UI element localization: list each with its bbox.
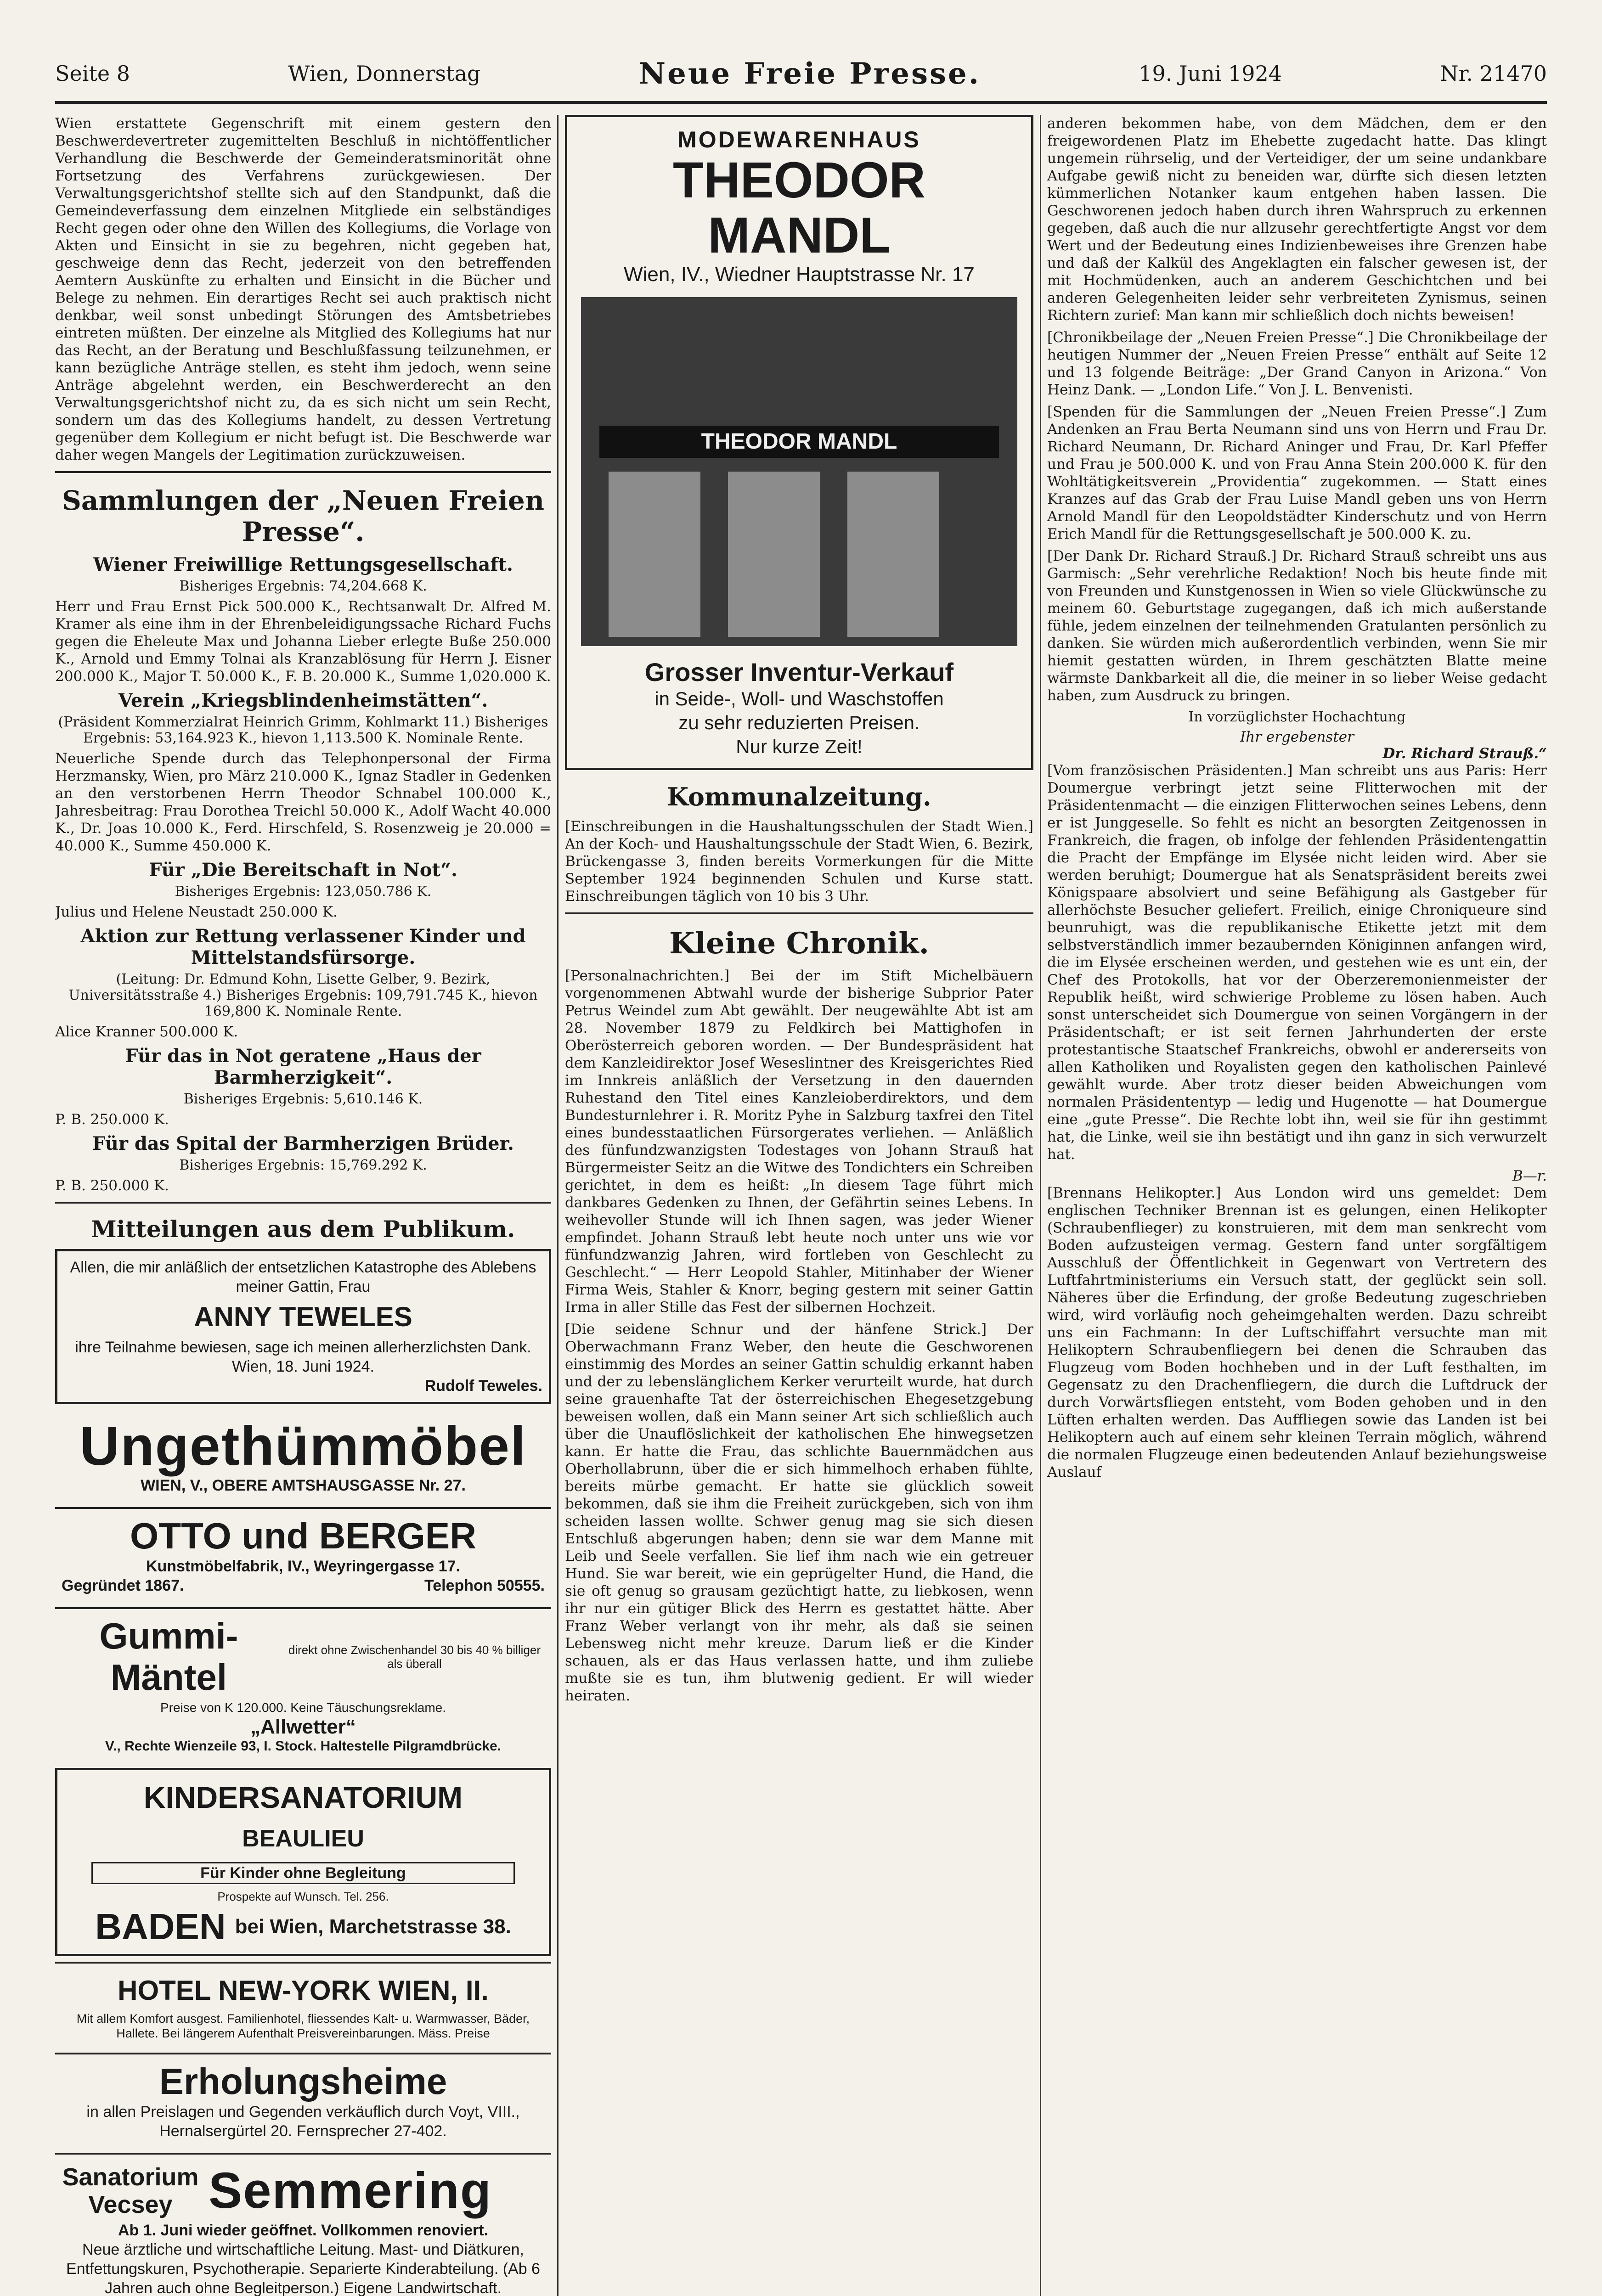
ad-title: Ungethümmöbel <box>79 1415 527 1477</box>
collection-head: Für das in Not geratene „Haus der Barmherzigkeit“. <box>125 1045 481 1088</box>
ad-prices: Preise von K 120.000. Keine Täuschungsreklame. <box>160 1700 446 1715</box>
ad-title: HOTEL NEW-YORK WIEN, II. <box>118 1975 489 2006</box>
ad-title: Gummi-Mäntel <box>99 1615 238 1698</box>
collection-sub: Bisheriges Ergebnis: 15,769.292 K. <box>179 1157 427 1173</box>
issue-number: Nr. 21470 <box>1440 61 1547 86</box>
article-text: [Einschreibungen in die Haushaltungsschulen der Stadt Wien.] An der Koch- und Haushaltungsschule der Stadt Wien, 6. Bezirk, Brückengasse 3, finden bereits Vormerkungen für die Mitte September 1924 beginnenden Schulen und Kurse statt. Einschreibungen täglich von 10 bis 3 Uhr. <box>565 818 1033 905</box>
ad-teweles <box>55 1249 551 1404</box>
section-title-publikum: Mitteilungen aus dem Publikum. <box>91 1216 515 1243</box>
ad-place: BADEN <box>95 1906 226 1947</box>
ad-line: Nur kurze Zeit! <box>736 736 863 757</box>
ad-footer <box>62 1576 545 1595</box>
article-text: [Der Dank Dr. Richard Strauß.] Dr. Richard Strauß schreibt uns aus Garmisch: „Sehr verehrliche Redaktion! Noch bis heute finde mit von Freunden und Kunstgenossen in Wien so viele Glückwünsche zu meinem 60. Geburtstage zugegangen, daß ich mich außerstande fühle, jedem einzelnen der teilnehmenden Gratulanten persönlich zu danken. Sie würden mich außerordentlich verbinden, wenn Sie mir hiemit gestatten würden, in Ihrem geschätzten Blatte meine wärmste Dankbarkeit all die, die meiner in so lieber Weise gedacht haben, zum Ausdruck zu bringen. <box>1047 548 1547 704</box>
collection-text: Alice Kranner 500.000 K. <box>55 1024 238 1040</box>
ad-body: ihre Teilnahme bewiesen, sage ich meinen allerherzlichsten Dank. <box>75 1339 531 1356</box>
ad-phone: Telephon 50555. <box>424 1577 545 1594</box>
ad-address: bei Wien, Marchetstrasse 38. <box>235 1915 511 1938</box>
article-text: anderen bekommen habe, von dem Mädchen, dem er den freigewordenen Platz im Ehebette zugedacht hatte. Das klingt ungemein rührselig, und der Verteidiger, der um seine undankbare Aufgabe gewiß nicht zu beneiden war, dürfte sich diesen letzten kümmerlichen Notanker kaum entgehen haben lassen. Die Geschworenen jedoch haben durch ihren Wahrspruch zu erkennen gegeben, daß auch die nur allzusehr gerechtfertigte Angst vor dem Wert und der Bedeutung eines Indizienbeweises ihre Grenzen habe und daß der Kalkül des Angeklagten ein falscher gewesen ist, der mit Hochmüdenken, auch an anderem Geschichtchen und bei anderen Gelegenheiten leider sehr verbreiteten Zynismus, seinen Richtern zurief: Man kann mir schließlich doch nichts beweisen! <box>1047 115 1547 324</box>
column-rule <box>1040 115 1041 2296</box>
ad-title-1: Sanatorium Vecsey <box>62 2163 199 2218</box>
article-text: [Vom französischen Präsidenten.] Man schreibt uns aus Paris: Herr Doumergue verbringt jetzt seine Flitterwochen mit der Präsidentenmacht — die einzigen Flitterwochen seines Lebens, denn er ist Junggeselle. So fehlt es nicht an besorgten Zeitgenossen in Frankreich, die fragen, ob infolge der fehlenden Präsidentengattin die Pracht der Empfänge im Elysée nicht leiden wird. Aber sie werden beruhigt; Doumergue hat als Senatspräsident bereits zwei Königspaare absolviert und seine Befähigung als Gastgeber für allerhöchste Besucher geliefert. Freilich, einige Chroniqueure sind beunruhigt, was die republikanische Etikette jetzt mit dem selbstverständlich immer bezaubernden Königinnen anfangen wird, die im Elysée erscheinen werden, und gestehen wie es unt ein, der Chef des Protokolls, hat vor der Oberzeremonienmeister der Republik heißt, wird schwierige Probleme zu lösen haben. Auch sonst unterscheidet sich Doumergue von seinen Vorgängern in der Präsidentschaft; er ist seit fernen Jahrhunderten der erste protestantische Staatschef Frankreichs, obwohl er andererseits von allen Katholiken und Royalisten gegen den katholischen Painlevé gewählt wurde. Aber trotz dieser beiden Abweichungen vom normalen Präsidententyp — ledig und Hugenotte — hat Doumergue eine „gute Presse“. Die Rechte lobt ihn, weil sie für ihn gestimmt hat, die Linke, weil sie ihn bestätigt und ihn ganz in sich verwurzelt hat. <box>1047 762 1547 1163</box>
letter-signature: Dr. Richard Strauß.“ <box>1382 745 1547 762</box>
article-signoff: B—r. <box>1512 1168 1547 1184</box>
ad-name: ANNY TEWELES <box>194 1301 412 1332</box>
date: 19. Juni 1924 <box>1139 61 1282 86</box>
section-title-sammlungen: Sammlungen der „Neuen Freien Presse“. <box>62 485 545 547</box>
collection-head: Aktion zur Rettung verlassener Kinder und Mittelstandsfürsorge. <box>80 925 526 968</box>
collection-sub: Bisheriges Ergebnis: 74,204.668 K. <box>179 578 427 594</box>
ad-note: Prospekte auf Wunsch. Tel. 256. <box>217 1890 389 1903</box>
ad-title: OTTO und BERGER <box>130 1515 477 1556</box>
ad-address: Wien, IV., Wiedner Hauptstrasse Nr. 17 <box>624 263 975 286</box>
article-text: Wien erstattete Gegenschrift mit einem gestern den Beschwerdevertreter zugemittelten Beschluß in nichtöffentlicher Verhandlung die Beschwerde der Gemeinderatsminorität ohne Fortsetzung des Verfahrens zurückgewiesen. Der Verwaltungsgerichtshof stellte sich auf den Standpunkt, daß die Gemeindeverfassung dem einzelnen Mitgliede ein selbständiges Recht gegen oder ohne den Willen des Kollegiums, die Vorlage von Akten und Einsicht in sie zu begehren, nicht gegeben hat, geschweige denn das Recht, jederzeit von den betreffenden Aemtern Auskünfte zu erhalten und Einsicht in die Bücher und Belege zu nehmen. Ein derartiges Recht sei auch praktisch nicht denkbar, weil sonst unbedingt Störungen des Amtsbetriebes eintreten müßten. Der einzelne als Mitglied des Kollegiums hat nur das Recht, an der Beratung und Beschlußfassung teilzunehmen, er kann bezügliche Anträge stellen, es steht ihm jedoch, wenn seine Anträge abgelehnt werden, ein Beschwerderecht an den Verwaltungsgerichtshof nicht zu, da es sich nicht um sein Recht, sondern um das des Kollegiums handelt, zu dessen Vertretung gegenüber dem Kollegium er nicht befugt ist. Die Beschwerde war daher wegen Mangels der Legitimation zurückzuweisen. <box>55 115 551 463</box>
storefront-sign: THEODOR MANDL <box>599 426 999 458</box>
section-title-kommunal: Kommunalzeitung. <box>667 782 931 811</box>
collection-text: Neuerliche Spende durch das Telephonpersonal der Firma Herzmansky, Wien, pro März 210.000 K., Ignaz Stadler in Gedenken an den verstorbenen Herrn Theodor Schnabel 100.000 K., Jahresbeitrag: Frau Dorothea Treichl 50.000 K., Adolf Wacht 40.000 K., Dr. Joas 10.000 K., Ferd. Hirschfeld, S. Rosenzweig je 20.000 = 40.000 K., Summe 450.000 K. <box>55 750 551 854</box>
ad-text: Neue ärztliche und wirtschaftliche Leitung. Mast- und Diätkuren, Entfettungskuren, Psychotherapie. Separierte Kinderabteilung. (Ab 6 Jahren auch ohne Begleitperson.) Eigene Landwirtschaft. <box>66 2241 540 2296</box>
ad-theodor-mandl <box>565 115 1033 770</box>
page-header <box>55 46 1547 104</box>
column-rule <box>557 115 558 2296</box>
dateline: Wien, Donnerstag <box>288 61 481 86</box>
ad-founded: Gegründet 1867. <box>62 1577 184 1594</box>
storefront-illustration <box>581 297 1017 646</box>
article-text: [Spenden für die Sammlungen der „Neuen Freien Presse“.] Zum Andenken an Frau Berta Neumann sind uns von Herrn und Frau Dr. Richard Neumann, Dr. Richard Aninger und Frau, Dr. Karl Pfeffer und Frau je 500.000 K. und von Frau Anna Stein 200.000 K. für den Wohltätigkeitsverein „Providentia“ zugekommen. — Statt eines Kranzes auf das Grab der Frau Luise Mandl geben uns von Herrn Arnold Mandl für den Leopoldstädter Kinderschutz und von Herrn Erich Mandl für die Rettungsgesellschaft je 500.000 K. zu. <box>1047 404 1547 542</box>
ad-gummi <box>55 1607 551 1762</box>
collection-head: Für „Die Bereitschaft in Not“. <box>149 859 457 881</box>
shop-window <box>728 472 820 637</box>
collection-sub: Bisheriges Ergebnis: 123,050.786 K. <box>175 884 432 900</box>
collection-text: Julius und Helene Neustadt 250.000 K. <box>55 904 338 920</box>
ad-tag: Für Kinder ohne Begleitung <box>91 1862 515 1884</box>
collection-entry <box>55 1045 551 1128</box>
collection-entry <box>55 859 551 921</box>
collection-head: Für das Spital der Barmherzigen Brüder. <box>92 1133 514 1154</box>
column-3 <box>1047 115 1547 2296</box>
page-number: Seite 8 <box>55 61 130 86</box>
ad-address: V., Rechte Wienzeile 93, I. Stock. Haltestelle Pilgramdbrücke. <box>105 1739 502 1754</box>
collection-sub: Bisheriges Ergebnis: 5,610.146 K. <box>183 1091 423 1107</box>
ad-kicker: MODEWARENHAUS <box>677 127 921 152</box>
article-text: [Brennans Helikopter.] Aus London wird uns gemeldet: Dem englischen Techniker Brennan ist es gelungen, einen Helikopter (Schraubenflieger) zu konstruieren, mit dem man senkrecht vom Boden aufzusteigen vermag. Gestern fand unter sorgfältigem Ausschluß der Öffentlichkeit in Gegenwart von Vertretern des Luftfahrtministeriums ein Versuch statt, der geglückt sein soll. Näheres über die Erfindung, der große Bedeutung zugeschrieben wird, wird vorläufig noch geheimgehalten werden. Dazu schreibt uns ein Fachmann: In der Luftschiffahrt versuchte man mit Helikoptern Schraubenfliegern bei denen die Schrauben das Flugzeug vom Boden hochheben und in der Luft festhalten, im Gegensatz zu den Drachenfliegern, die durch die Luftdruck der durch Vorwärtsfliegen entsteht, vom Boden gehoben und in den Lüften erhalten werden. Das Auffliegen sowie das Landen ist bei Helikoptern auch auf einem sehr kleinen Terrain möglich, während die normalen Flugzeuge einen bedeutenden Anlauf beziehungsweise Auslauf <box>1047 1185 1547 1480</box>
masthead: Neue Freie Presse. <box>638 56 981 91</box>
ad-address: WIEN, V., OBERE AMTSHAUSGASSE Nr. 27. <box>141 1477 466 1494</box>
ad-title: Erholungsheime <box>159 2061 447 2102</box>
collection-sub: (Präsident Kommerzialrat Heinrich Grimm, Kohlmarkt 11.) Bisheriges Ergebnis: 53,164.923 K., hievon 1,113.500 K. Nominale Rente. <box>58 714 548 746</box>
ad-intro: Allen, die mir anläßlich der entsetzlichen Katastrophe des Ablebens meiner Gattin, Frau <box>70 1259 536 1295</box>
ad-line: in Seide-, Woll- und Waschstoffen <box>654 688 944 709</box>
letter-closing: Ihr ergebenster <box>1240 729 1354 745</box>
letter-closing: In vorzüglichster Hochachtung <box>1188 709 1406 725</box>
collection-text: P. B. 250.000 K. <box>55 1177 169 1194</box>
ad-head <box>62 2161 545 2221</box>
divider <box>565 912 1033 914</box>
ad-hotel <box>55 1962 551 2047</box>
article-text: [Die seidene Schnur und der hänfene Strick.] Der Oberwachmann Franz Weber, den heute die Geschworenen einstimmig des Mordes an seiner Gattin schuldig erkannt haben und der zu lebenslänglichem Kerker verurteilt wurde, hat durch seine grauenhafte Tat der österreichischen Ehegesetzgebung beweisen wollen, daß ein Mann seiner Art sich schließlich auch über die Unauflöslichkeit der katholischen Ehe hinwegsetzen kann. Er hatte die Frau, das schlichte Bauernmädchen aus Oberhollabrunn, über die er sich himmelhoch erhaben fühlte, bereits mürbe gemacht. Er hatte sie glücklich soweit bekommen, daß sie ihm die Freiheit zurückgeben, sich von ihm scheiden lassen wollte. Schwer genug mag sie sich diesen Entschluß abgerungen haben; denn sie war dem Manne mit Leib und Seele verfallen. Sie lief ihm nach wie ein getreuer Hund. Sie war bereit, wie ein geprügelter Hund, die Hand, die sie oft genug so grausam gezüchtigt hatte, zu liebkosen, wenn ihr nur ein gütiger Blick des Herrn es gestattet hätte. Aber Franz Weber verlangt von ihr mehr, als daß sie seinen Lebensweg nicht mehr kreuze. Darum ließ er die Kinder schauen, als er das Haus verlassen hatte, und ihm zuliebe mußte sie es tun, ihm blutwenig gedient. Er will wieder heiraten. <box>565 1321 1033 1704</box>
article-text: [Chronikbeilage der „Neuen Freien Presse“.] Die Chronikbeilage der heutigen Nummer der „Neuen Freien Presse“ enthält auf Seite 12 und 13 folgende Beiträge: „Der Grand Canyon in Arizona.“ Von Heinz Dank. — „London Life.“ Von J. L. Benvenisti. <box>1047 329 1547 398</box>
collection-sub: (Leitung: Dr. Edmund Kohn, Lisette Gelber, 9. Bezirk, Universitätsstraße 4.) Bisheriges Ergebnis: 109,791.745 K., hievon 169,800 K. Nominale Rente. <box>68 971 538 1019</box>
ad-title: THEODOR MANDL <box>673 152 925 264</box>
ad-head <box>62 1615 545 1698</box>
shop-window <box>847 472 939 637</box>
ad-text: Mit allem Komfort ausgest. Familienhotel, fliessendes Kalt- u. Warmwasser, Bäder, Hallete. Bei längerem Aufenthalt Preisvereinbarungen. Mäss. Preise <box>76 2012 530 2040</box>
ad-kindersanatorium <box>55 1768 551 1956</box>
ad-open: Ab 1. Juni wieder geöffnet. Vollkommen renoviert. <box>118 2222 489 2239</box>
collection-entry <box>55 690 551 855</box>
ad-side: direkt ohne Zwischenhandel 30 bis 40 % billiger als überall <box>288 1643 541 1671</box>
ad-name: BEAULIEU <box>242 1825 364 1852</box>
collection-head: Verein „Kriegsblindenheimstätten“. <box>118 690 488 711</box>
ad-semmering <box>55 2153 551 2296</box>
divider <box>55 1202 551 1204</box>
ad-title-2: Semmering <box>209 2162 492 2219</box>
collection-head: Wiener Freiwillige Rettungsgesellschaft. <box>93 554 513 575</box>
ad-moebel <box>55 1410 551 1502</box>
collection-entry <box>55 1133 551 1194</box>
ad-title: KINDERSANATORIUM <box>143 1780 463 1814</box>
ad-line: zu sehr reduzierten Preisen. <box>678 712 920 733</box>
ad-erholungsheime <box>55 2053 551 2147</box>
ad-text: in allen Preislagen und Gegenden verkäuflich durch Voyt, VIII., Hernalsergürtel 20. Fernsprecher 27-402. <box>86 2103 520 2140</box>
shop-window <box>609 472 700 637</box>
article-text: [Personalnachrichten.] Bei der im Stift Michelbäuern vorgenommenen Abtwahl wurde der bisherige Subprior Pater Petrus Weindel zum Abt gewählt. Der neugewählte Abt ist am 28. November 1879 zu Feldkirch bei Mattighofen in Oberösterreich geboren worden. — Der Bundespräsident hat dem Kanzleidirektor Josef Weseslintner des Kreisgerichtes Ried im Innkreis anläßlich der Versetzung in den dauernden Ruhestand den Titel eines Kanzleioberdirektors, und dem Bundesturnlehrer i. R. Moritz Pyhe in Salzburg taxfrei den Titel eines bundesstaatlichen Fürsorgerates verliehen. — Anläßlich des fünfundzwanzigsten Todestages von Johann Strauß hat Bürgermeister Seitz an die Witwe des Tondichters ein Schreiben gerichtet, in dem es heißt: „In diesem Tage führt mich dankbares Gedenken zu Ihnen, der Gefährtin seines Lebens. In weihevoller Stunde will ich Ihnen sagen, was jeder Wiener empfindet. Johann Strauß lebt heute noch unter uns wie vor fünfundzwanzig Jahren, wird fortleben von Geschlecht zu Geschlecht.“ — Herr Leopold Stahler, Mitinhaber der Wiener Firma Weis, Stahler & Knorr, beging gestern mit seiner Gattin Irma in aller Stille das Fest der silbernen Hochzeit. <box>565 968 1033 1316</box>
ad-otto-berger <box>55 1507 551 1602</box>
ad-signature: Rudolf Teweles. <box>424 1377 542 1395</box>
ad-sale: Grosser Inventur-Verkauf <box>644 658 954 687</box>
collection-entry <box>55 554 551 685</box>
ad-place-row <box>64 1906 542 1947</box>
ad-brand: „Allwetter“ <box>250 1716 356 1738</box>
ad-date: Wien, 18. Juni 1924. <box>232 1358 374 1375</box>
column-1 <box>55 115 551 2296</box>
divider <box>55 471 551 473</box>
collection-text: Herr und Frau Ernst Pick 500.000 K., Rechtsanwalt Dr. Alfred M. Kramer als eine ihm in der Ehrenbeleidigungssache Richard Fuchs gegen die Eheleute Max und Johanna Lieber erlegte Buße 250.000 K., Arnold und Emmy Tolnai als Kranzablösung für Herrn J. Eisner 200.000 K., Major T. 50.000 K., F. B. 20.000 K., Summe 1,020.000 K. <box>55 598 551 685</box>
collection-text: P. B. 250.000 K. <box>55 1111 169 1128</box>
ad-line: Kunstmöbelfabrik, IV., Weyringergasse 17. <box>146 1558 461 1575</box>
column-2 <box>565 115 1033 2296</box>
section-title-chronik: Kleine Chronik. <box>669 926 929 961</box>
collection-entry <box>55 925 551 1041</box>
